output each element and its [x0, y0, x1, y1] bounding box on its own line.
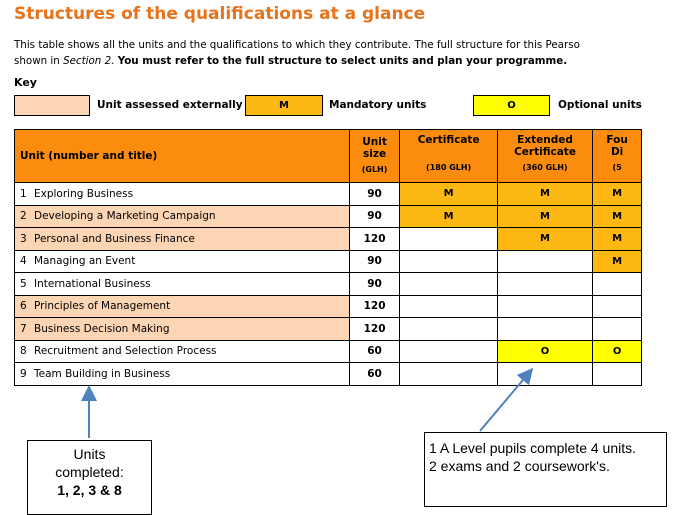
- intro-line-1: This table shows all the units and the qualifications to which they contribute. The full structure for this Pearso: [14, 39, 580, 51]
- a-level-callout: [424, 432, 667, 507]
- unit-number: 3: [20, 232, 27, 245]
- unit-number: 2: [20, 210, 27, 223]
- unit-number: 9: [20, 367, 27, 380]
- intro-section-ref: Section 2: [63, 55, 112, 67]
- unit-size-cell: 90: [349, 250, 400, 273]
- unit-number: 8: [20, 345, 27, 358]
- ext-status-cell: M: [497, 205, 592, 228]
- unit-title: Team Building in Business: [34, 367, 171, 380]
- unit-title: International Business: [34, 277, 151, 290]
- unit-size-cell: 120: [349, 228, 400, 251]
- unit-size-cell: 90: [349, 205, 400, 228]
- header-certificate-label: Certificate: [417, 134, 480, 146]
- unit-number: 7: [20, 322, 27, 335]
- found-status-cell: O: [593, 340, 642, 363]
- unit-title: Principles of Management: [34, 300, 171, 313]
- header-foundation-line-2: Di: [610, 146, 624, 158]
- unit-title: Managing an Event: [34, 255, 136, 268]
- unit-title: Exploring Business: [34, 187, 134, 200]
- unit-size-cell: 120: [349, 318, 400, 341]
- unit-size-cell: 60: [349, 340, 400, 363]
- found-status-cell: M: [593, 205, 642, 228]
- unit-number: 4: [20, 255, 27, 268]
- key-external-label: Unit assessed externally: [97, 99, 243, 111]
- ext-status-cell: M: [497, 228, 592, 251]
- arrow-to-extended: [480, 374, 528, 431]
- header-foundation-sub: (5: [612, 163, 622, 172]
- unit-number: 6: [20, 300, 27, 313]
- header-extended-sub: (360 GLH): [522, 163, 568, 172]
- found-status-cell: M: [593, 183, 642, 206]
- ext-status-cell: M: [497, 183, 592, 206]
- unit-number: 1: [20, 187, 27, 200]
- key-mandatory-swatch: M: [245, 95, 323, 116]
- key-mandatory-label: Mandatory units: [329, 99, 427, 111]
- unit-title: Personal and Business Finance: [34, 232, 195, 245]
- a-level-callout-line-2: 2 exams and 2 coursework's.: [429, 458, 610, 474]
- intro-line-2-prefix: shown in: [14, 55, 64, 67]
- unit-size-cell: 90: [349, 273, 400, 296]
- header-extended-line-1: Extended: [517, 134, 573, 146]
- header-unit-size-line-1: Unit: [362, 136, 387, 148]
- unit-size-cell: 120: [349, 295, 400, 318]
- found-status-cell: M: [593, 228, 642, 251]
- header-unit-size-line-2: size: [363, 148, 387, 160]
- found-status-cell: M: [593, 250, 642, 273]
- key-optional-swatch: O: [473, 95, 550, 116]
- header-certificate-sub: (180 GLH): [426, 163, 472, 172]
- a-level-callout-line-1: 1 A Level pupils complete 4 units.: [429, 440, 637, 456]
- units-callout-line-2: completed:: [55, 464, 124, 480]
- key-optional-label: Optional units: [558, 99, 642, 111]
- ext-status-cell: O: [497, 340, 592, 363]
- unit-number: 5: [20, 277, 27, 290]
- units-callout-line-1: Units: [73, 446, 106, 462]
- key-title: Key: [14, 76, 37, 89]
- unit-title: Business Decision Making: [34, 322, 170, 335]
- unit-title: Recruitment and Selection Process: [34, 345, 217, 358]
- unit-title: Developing a Marketing Campaign: [34, 210, 216, 223]
- intro-line-2-mid: .: [111, 55, 118, 67]
- cert-status-cell: M: [400, 205, 497, 228]
- header-unit: Unit (number and title): [15, 130, 350, 183]
- page-title: Structures of the qualifications at a glance: [14, 4, 426, 24]
- units-callout-line-3: 1, 2, 3 & 8: [57, 482, 122, 498]
- unit-size-cell: 60: [349, 363, 400, 386]
- cert-status-cell: M: [400, 183, 497, 206]
- header-unit-size-sub: (GLH): [361, 165, 388, 174]
- header-foundation-line-1: Fou: [606, 134, 628, 146]
- intro-instruction: You must refer to the full structure to select units and plan your programme.: [117, 55, 568, 67]
- header-extended-line-2: Certificate: [514, 146, 576, 158]
- units-completed-callout: [27, 440, 152, 515]
- unit-size-cell: 90: [349, 183, 400, 206]
